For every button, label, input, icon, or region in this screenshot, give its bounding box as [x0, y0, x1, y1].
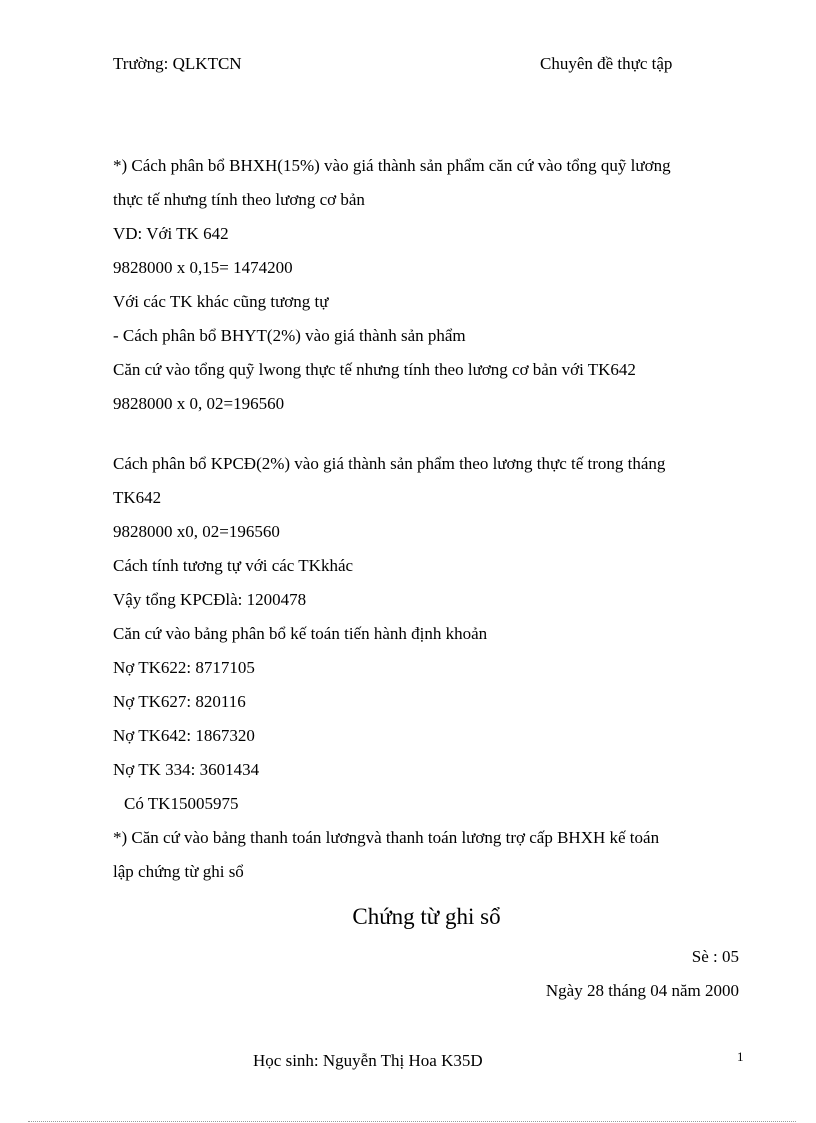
text-line: Nợ TK622: 8717105 [113, 658, 255, 677]
blank-line [113, 427, 753, 453]
text-line: Căn cứ vào tổng quỹ lwong thực tế nhưng tính theo lương cơ bản với TK642 [113, 360, 636, 379]
text-line: thực tế nhưng tính theo lương cơ bản [113, 190, 365, 209]
footer-student: Học sinh: Nguyễn Thị Hoa K35D [253, 1051, 483, 1070]
header-topic: Chuyên đề thực tập [540, 54, 673, 73]
text-line: Căn cứ vào bảng phân bổ kế toán tiến hành định khoản [113, 624, 488, 643]
text-line: Cách phân bổ KPCĐ(2%) vào giá thành sản phẩm theo lương thực tế trong tháng [113, 454, 666, 473]
text-line: lập chứng từ ghi sổ [113, 862, 244, 881]
text-line: TK642 [113, 488, 162, 507]
text-line: 9828000 x 0,15= 1474200 [113, 258, 293, 277]
voucher-number: Sè : 05 [691, 947, 739, 966]
page-number: 1 [737, 1049, 744, 1064]
text-line: Nợ TK 334: 3601434 [113, 760, 260, 779]
text-line: 9828000 x 0, 02=196560 [113, 394, 285, 413]
text-line: VD: Với TK 642 [113, 224, 229, 243]
text-line: *) Cách phân bổ BHXH(15%) vào giá thành sản phẩm căn cứ vào tổng quỹ lương [113, 156, 671, 175]
text-line: Nợ TK642: 1867320 [113, 726, 255, 745]
text-line: Vậy tổng KPCĐlà: 1200478 [113, 590, 307, 609]
text-line: - Cách phân bổ BHYT(2%) vào giá thành sản phẩm [113, 326, 466, 345]
text-line: Nợ TK627: 820116 [113, 692, 246, 711]
text-line: Có TK15005975 [124, 794, 239, 813]
text-line: Cách tính tương tự với các TKkhác [113, 556, 354, 575]
header-school: Trường: QLKTCN [113, 54, 242, 73]
text-line: Với các TK khác cũng tương tự [113, 292, 329, 311]
page-divider [28, 1121, 796, 1122]
text-line: *) Căn cứ vào bảng thanh toán lươngvà thanh toán lương trợ cấp BHXH kế toán [113, 828, 660, 847]
text-line: 9828000 x0, 02=196560 [113, 522, 280, 541]
voucher-title: Chứng từ ghi sổ [352, 904, 501, 929]
voucher-date: Ngày 28 tháng 04 năm 2000 [545, 981, 739, 1000]
body-text [113, 155, 753, 895]
